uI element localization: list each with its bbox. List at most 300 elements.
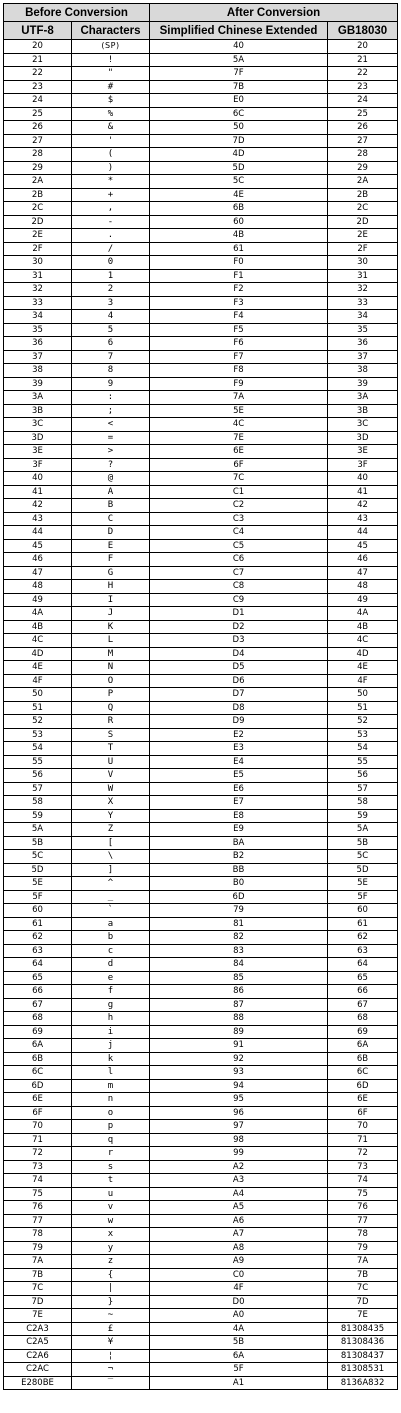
- utf8-cell: 3C: [4, 418, 72, 432]
- table-row: [4, 836, 398, 850]
- utf8-cell: 54: [4, 742, 72, 756]
- character-cell: *: [72, 175, 150, 189]
- simplified-chinese-extended-cell: 60: [150, 215, 328, 229]
- character-cell: t: [72, 1174, 150, 1188]
- table-row: [4, 1106, 398, 1120]
- gb18030-cell: 5B: [328, 836, 398, 850]
- gb18030-cell: 54: [328, 742, 398, 756]
- simplified-chinese-extended-cell: E4: [150, 755, 328, 769]
- character-cell: J: [72, 607, 150, 621]
- character-cell: D: [72, 526, 150, 540]
- character-cell: ': [72, 134, 150, 148]
- gb18030-cell: 64: [328, 958, 398, 972]
- table-row: [4, 472, 398, 486]
- simplified-chinese-extended-cell: F6: [150, 337, 328, 351]
- utf8-cell: 77: [4, 1214, 72, 1228]
- simplified-chinese-extended-cell: F2: [150, 283, 328, 297]
- utf8-cell: 35: [4, 323, 72, 337]
- gb18030-cell: 7D: [328, 1295, 398, 1309]
- character-cell: &: [72, 121, 150, 135]
- utf8-cell: 7C: [4, 1282, 72, 1296]
- gb18030-cell: 27: [328, 134, 398, 148]
- utf8-cell: 65: [4, 971, 72, 985]
- table-row: [4, 985, 398, 999]
- gb18030-cell: 47: [328, 566, 398, 580]
- gb18030-cell: 59: [328, 809, 398, 823]
- character-cell: $: [72, 94, 150, 108]
- gb18030-cell: 3B: [328, 404, 398, 418]
- simplified-chinese-extended-cell: C4: [150, 526, 328, 540]
- table-row: [4, 67, 398, 81]
- character-cell: !: [72, 53, 150, 67]
- table-row: [4, 796, 398, 810]
- gb18030-cell: 4F: [328, 674, 398, 688]
- gb18030-cell: 28: [328, 148, 398, 162]
- character-cell: ^: [72, 877, 150, 891]
- character-cell: H: [72, 580, 150, 594]
- utf8-cell: 46: [4, 553, 72, 567]
- utf8-cell: 6B: [4, 1052, 72, 1066]
- table-row: [4, 728, 398, 742]
- gb18030-cell: 2D: [328, 215, 398, 229]
- table-row: [4, 661, 398, 675]
- table-row: [4, 350, 398, 364]
- utf8-cell: 23: [4, 80, 72, 94]
- simplified-chinese-extended-cell: 93: [150, 1066, 328, 1080]
- table-row: [4, 1133, 398, 1147]
- header-column-row: [4, 22, 398, 40]
- simplified-chinese-extended-cell: A5: [150, 1201, 328, 1215]
- gb18030-cell: 61: [328, 917, 398, 931]
- gb18030-cell: 7C: [328, 1282, 398, 1296]
- table-row: [4, 593, 398, 607]
- simplified-chinese-extended-cell: D3: [150, 634, 328, 648]
- character-cell: a: [72, 917, 150, 931]
- utf8-cell: 45: [4, 539, 72, 553]
- character-cell: 4: [72, 310, 150, 324]
- table-row: [4, 1241, 398, 1255]
- utf8-cell: 3E: [4, 445, 72, 459]
- simplified-chinese-extended-cell: 5C: [150, 175, 328, 189]
- gb18030-cell: 30: [328, 256, 398, 270]
- gb18030-cell: 4A: [328, 607, 398, 621]
- utf8-cell: 38: [4, 364, 72, 378]
- table-row: [4, 701, 398, 715]
- gb18030-cell: 3C: [328, 418, 398, 432]
- table-row: [4, 1255, 398, 1269]
- gb18030-cell: 38: [328, 364, 398, 378]
- character-cell: #: [72, 80, 150, 94]
- simplified-chinese-extended-cell: 85: [150, 971, 328, 985]
- simplified-chinese-extended-cell: 5A: [150, 53, 328, 67]
- simplified-chinese-extended-cell: 4D: [150, 148, 328, 162]
- gb18030-cell: 60: [328, 904, 398, 918]
- utf8-cell: 64: [4, 958, 72, 972]
- table-row: [4, 323, 398, 337]
- utf8-cell: 6F: [4, 1106, 72, 1120]
- utf8-cell: 4D: [4, 647, 72, 661]
- table-row: [4, 1309, 398, 1323]
- simplified-chinese-extended-cell: 88: [150, 1012, 328, 1026]
- utf8-cell: 63: [4, 944, 72, 958]
- utf8-cell: 62: [4, 931, 72, 945]
- utf8-cell: 21: [4, 53, 72, 67]
- gb18030-cell: 6B: [328, 1052, 398, 1066]
- table-row: [4, 1336, 398, 1350]
- table-row: [4, 1093, 398, 1107]
- table-row: [4, 904, 398, 918]
- character-cell: g: [72, 998, 150, 1012]
- character-cell: /: [72, 242, 150, 256]
- gb18030-cell: 31: [328, 269, 398, 283]
- character-cell: f: [72, 985, 150, 999]
- character-cell: B: [72, 499, 150, 513]
- table-row: [4, 283, 398, 297]
- character-cell: s: [72, 1160, 150, 1174]
- simplified-chinese-extended-cell: A2: [150, 1160, 328, 1174]
- utf8-cell: 7E: [4, 1309, 72, 1323]
- gb18030-cell: 8136A832: [328, 1376, 398, 1390]
- gb18030-cell: 56: [328, 769, 398, 783]
- gb18030-cell: 68: [328, 1012, 398, 1026]
- character-cell: v: [72, 1201, 150, 1215]
- character-cell: @: [72, 472, 150, 486]
- table-row: [4, 620, 398, 634]
- utf8-cell: 28: [4, 148, 72, 162]
- utf8-cell: 57: [4, 782, 72, 796]
- character-cell: (SP): [72, 40, 150, 54]
- simplified-chinese-extended-cell: BA: [150, 836, 328, 850]
- gb18030-cell: 5A: [328, 823, 398, 837]
- table-row: [4, 742, 398, 756]
- gb18030-cell: 67: [328, 998, 398, 1012]
- utf8-cell: 31: [4, 269, 72, 283]
- character-cell: -: [72, 215, 150, 229]
- gb18030-cell: 57: [328, 782, 398, 796]
- gb18030-cell: 81308437: [328, 1349, 398, 1363]
- table-row: [4, 1268, 398, 1282]
- simplified-chinese-extended-cell: B0: [150, 877, 328, 891]
- character-cell: F: [72, 553, 150, 567]
- character-cell: `: [72, 904, 150, 918]
- gb18030-cell: 2A: [328, 175, 398, 189]
- table-row: [4, 647, 398, 661]
- character-cell: >: [72, 445, 150, 459]
- utf8-cell: 60: [4, 904, 72, 918]
- simplified-chinese-extended-cell: 99: [150, 1147, 328, 1161]
- simplified-chinese-extended-cell: D0: [150, 1295, 328, 1309]
- character-cell: m: [72, 1079, 150, 1093]
- utf8-cell: 71: [4, 1133, 72, 1147]
- character-cell: Z: [72, 823, 150, 837]
- simplified-chinese-extended-cell: A3: [150, 1174, 328, 1188]
- simplified-chinese-extended-cell: D6: [150, 674, 328, 688]
- utf8-cell: 49: [4, 593, 72, 607]
- simplified-chinese-extended-cell: 6A: [150, 1349, 328, 1363]
- character-cell: ?: [72, 458, 150, 472]
- utf8-cell: 5D: [4, 863, 72, 877]
- gb18030-cell: 58: [328, 796, 398, 810]
- simplified-chinese-extended-cell: 4C: [150, 418, 328, 432]
- utf8-cell: 6C: [4, 1066, 72, 1080]
- character-cell: u: [72, 1187, 150, 1201]
- utf8-cell: 78: [4, 1228, 72, 1242]
- gb18030-cell: 3E: [328, 445, 398, 459]
- gb18030-cell: 79: [328, 1241, 398, 1255]
- gb18030-cell: 21: [328, 53, 398, 67]
- character-cell: 2: [72, 283, 150, 297]
- gb18030-cell: 44: [328, 526, 398, 540]
- gb18030-cell: 73: [328, 1160, 398, 1174]
- character-cell: =: [72, 431, 150, 445]
- column-header-gb18030: GB18030: [328, 22, 398, 40]
- group-header-after: After Conversion: [150, 4, 398, 22]
- simplified-chinese-extended-cell: F0: [150, 256, 328, 270]
- character-cell: |: [72, 1282, 150, 1296]
- character-cell: w: [72, 1214, 150, 1228]
- gb18030-cell: 37: [328, 350, 398, 364]
- table-row: [4, 1214, 398, 1228]
- table-row: [4, 229, 398, 243]
- utf8-cell: 59: [4, 809, 72, 823]
- gb18030-cell: 41: [328, 485, 398, 499]
- simplified-chinese-extended-cell: C6: [150, 553, 328, 567]
- table-row: [4, 931, 398, 945]
- gb18030-cell: 66: [328, 985, 398, 999]
- utf8-cell: 2D: [4, 215, 72, 229]
- table-row: [4, 634, 398, 648]
- simplified-chinese-extended-cell: 87: [150, 998, 328, 1012]
- gb18030-cell: 50: [328, 688, 398, 702]
- gb18030-cell: 3F: [328, 458, 398, 472]
- simplified-chinese-extended-cell: 89: [150, 1025, 328, 1039]
- character-cell: ¦: [72, 1349, 150, 1363]
- character-cell: ‾: [72, 1376, 150, 1390]
- character-cell: [: [72, 836, 150, 850]
- character-cell: }: [72, 1295, 150, 1309]
- simplified-chinese-extended-cell: 6B: [150, 202, 328, 216]
- simplified-chinese-extended-cell: D7: [150, 688, 328, 702]
- simplified-chinese-extended-cell: 7A: [150, 391, 328, 405]
- table-row: [4, 121, 398, 135]
- gb18030-cell: 2B: [328, 188, 398, 202]
- utf8-cell: 61: [4, 917, 72, 931]
- character-cell: l: [72, 1066, 150, 1080]
- utf8-cell: 5F: [4, 890, 72, 904]
- simplified-chinese-extended-cell: C5: [150, 539, 328, 553]
- table-row: [4, 1363, 398, 1377]
- gb18030-cell: 4E: [328, 661, 398, 675]
- table-row: [4, 971, 398, 985]
- simplified-chinese-extended-cell: C0: [150, 1268, 328, 1282]
- utf8-cell: 26: [4, 121, 72, 135]
- character-cell: <: [72, 418, 150, 432]
- character-cell: _: [72, 890, 150, 904]
- character-cell: N: [72, 661, 150, 675]
- table-row: [4, 1282, 398, 1296]
- utf8-cell: 32: [4, 283, 72, 297]
- character-cell: e: [72, 971, 150, 985]
- gb18030-cell: 24: [328, 94, 398, 108]
- table-row: [4, 526, 398, 540]
- table-row: [4, 418, 398, 432]
- utf8-cell: 4C: [4, 634, 72, 648]
- utf8-cell: 66: [4, 985, 72, 999]
- simplified-chinese-extended-cell: 5B: [150, 1336, 328, 1350]
- table-row: [4, 1120, 398, 1134]
- utf8-cell: 5B: [4, 836, 72, 850]
- character-cell: +: [72, 188, 150, 202]
- character-cell: (: [72, 148, 150, 162]
- character-cell: 0: [72, 256, 150, 270]
- gb18030-cell: 72: [328, 1147, 398, 1161]
- character-cell: L: [72, 634, 150, 648]
- simplified-chinese-extended-cell: B2: [150, 850, 328, 864]
- utf8-cell: 33: [4, 296, 72, 310]
- table-row: [4, 364, 398, 378]
- character-cell: :: [72, 391, 150, 405]
- simplified-chinese-extended-cell: 81: [150, 917, 328, 931]
- utf8-cell: 20: [4, 40, 72, 54]
- utf8-cell: C2A5: [4, 1336, 72, 1350]
- simplified-chinese-extended-cell: E5: [150, 769, 328, 783]
- utf8-cell: 6A: [4, 1039, 72, 1053]
- simplified-chinese-extended-cell: A9: [150, 1255, 328, 1269]
- utf8-cell: 79: [4, 1241, 72, 1255]
- gb18030-cell: 2E: [328, 229, 398, 243]
- gb18030-cell: 22: [328, 67, 398, 81]
- table-row: [4, 1025, 398, 1039]
- gb18030-cell: 23: [328, 80, 398, 94]
- table-row: [4, 674, 398, 688]
- gb18030-cell: 4C: [328, 634, 398, 648]
- utf8-cell: 40: [4, 472, 72, 486]
- table-row: [4, 53, 398, 67]
- gb18030-cell: 49: [328, 593, 398, 607]
- simplified-chinese-extended-cell: 97: [150, 1120, 328, 1134]
- simplified-chinese-extended-cell: 98: [150, 1133, 328, 1147]
- character-cell: p: [72, 1120, 150, 1134]
- character-cell: c: [72, 944, 150, 958]
- utf8-cell: 5A: [4, 823, 72, 837]
- gb18030-cell: 70: [328, 1120, 398, 1134]
- gb18030-cell: 25: [328, 107, 398, 121]
- table-row: [4, 769, 398, 783]
- table-row: [4, 998, 398, 1012]
- utf8-cell: 44: [4, 526, 72, 540]
- simplified-chinese-extended-cell: 5D: [150, 161, 328, 175]
- utf8-cell: 56: [4, 769, 72, 783]
- character-cell: K: [72, 620, 150, 634]
- utf8-cell: 4F: [4, 674, 72, 688]
- gb18030-cell: 6E: [328, 1093, 398, 1107]
- character-cell: d: [72, 958, 150, 972]
- gb18030-cell: 55: [328, 755, 398, 769]
- utf8-cell: 5C: [4, 850, 72, 864]
- character-cell: X: [72, 796, 150, 810]
- character-cell: \: [72, 850, 150, 864]
- table-row: [4, 917, 398, 931]
- table-row: [4, 782, 398, 796]
- column-header-utf8: UTF-8: [4, 22, 72, 40]
- character-cell: 7: [72, 350, 150, 364]
- gb18030-cell: 2C: [328, 202, 398, 216]
- utf8-cell: 4E: [4, 661, 72, 675]
- gb18030-cell: 62: [328, 931, 398, 945]
- utf8-cell: 52: [4, 715, 72, 729]
- utf8-cell: 6E: [4, 1093, 72, 1107]
- character-cell: ]: [72, 863, 150, 877]
- gb18030-cell: 6D: [328, 1079, 398, 1093]
- simplified-chinese-extended-cell: 4F: [150, 1282, 328, 1296]
- character-cell: b: [72, 931, 150, 945]
- gb18030-cell: 81308435: [328, 1322, 398, 1336]
- character-cell: ¥: [72, 1336, 150, 1350]
- simplified-chinese-extended-cell: 7D: [150, 134, 328, 148]
- character-cell: j: [72, 1039, 150, 1053]
- character-cell: O: [72, 674, 150, 688]
- gb18030-cell: 5E: [328, 877, 398, 891]
- table-row: [4, 1012, 398, 1026]
- utf8-cell: 34: [4, 310, 72, 324]
- utf8-cell: 30: [4, 256, 72, 270]
- table-body: [4, 40, 398, 1390]
- character-cell: h: [72, 1012, 150, 1026]
- utf8-cell: 7B: [4, 1268, 72, 1282]
- table-row: [4, 688, 398, 702]
- character-cell: V: [72, 769, 150, 783]
- gb18030-cell: 63: [328, 944, 398, 958]
- simplified-chinese-extended-cell: 92: [150, 1052, 328, 1066]
- simplified-chinese-extended-cell: 79: [150, 904, 328, 918]
- utf8-cell: 5E: [4, 877, 72, 891]
- simplified-chinese-extended-cell: C1: [150, 485, 328, 499]
- simplified-chinese-extended-cell: 40: [150, 40, 328, 54]
- simplified-chinese-extended-cell: F1: [150, 269, 328, 283]
- character-cell: x: [72, 1228, 150, 1242]
- gb18030-cell: 77: [328, 1214, 398, 1228]
- character-cell: G: [72, 566, 150, 580]
- simplified-chinese-extended-cell: E6: [150, 782, 328, 796]
- conversion-table: [3, 3, 398, 1390]
- utf8-cell: 67: [4, 998, 72, 1012]
- character-cell: n: [72, 1093, 150, 1107]
- character-cell: %: [72, 107, 150, 121]
- character-cell: i: [72, 1025, 150, 1039]
- character-cell: 6: [72, 337, 150, 351]
- table-row: [4, 202, 398, 216]
- table-row: [4, 391, 398, 405]
- table-row: [4, 877, 398, 891]
- utf8-cell: 72: [4, 1147, 72, 1161]
- utf8-cell: 3F: [4, 458, 72, 472]
- simplified-chinese-extended-cell: 4B: [150, 229, 328, 243]
- table-row: [4, 1160, 398, 1174]
- table-row: [4, 1322, 398, 1336]
- gb18030-cell: 26: [328, 121, 398, 135]
- character-cell: U: [72, 755, 150, 769]
- gb18030-cell: 33: [328, 296, 398, 310]
- table-row: [4, 944, 398, 958]
- table-row: [4, 1295, 398, 1309]
- header-group-row: [4, 4, 398, 22]
- simplified-chinese-extended-cell: F8: [150, 364, 328, 378]
- table-row: [4, 1052, 398, 1066]
- gb18030-cell: 32: [328, 283, 398, 297]
- simplified-chinese-extended-cell: A4: [150, 1187, 328, 1201]
- utf8-cell: 47: [4, 566, 72, 580]
- table-row: [4, 1066, 398, 1080]
